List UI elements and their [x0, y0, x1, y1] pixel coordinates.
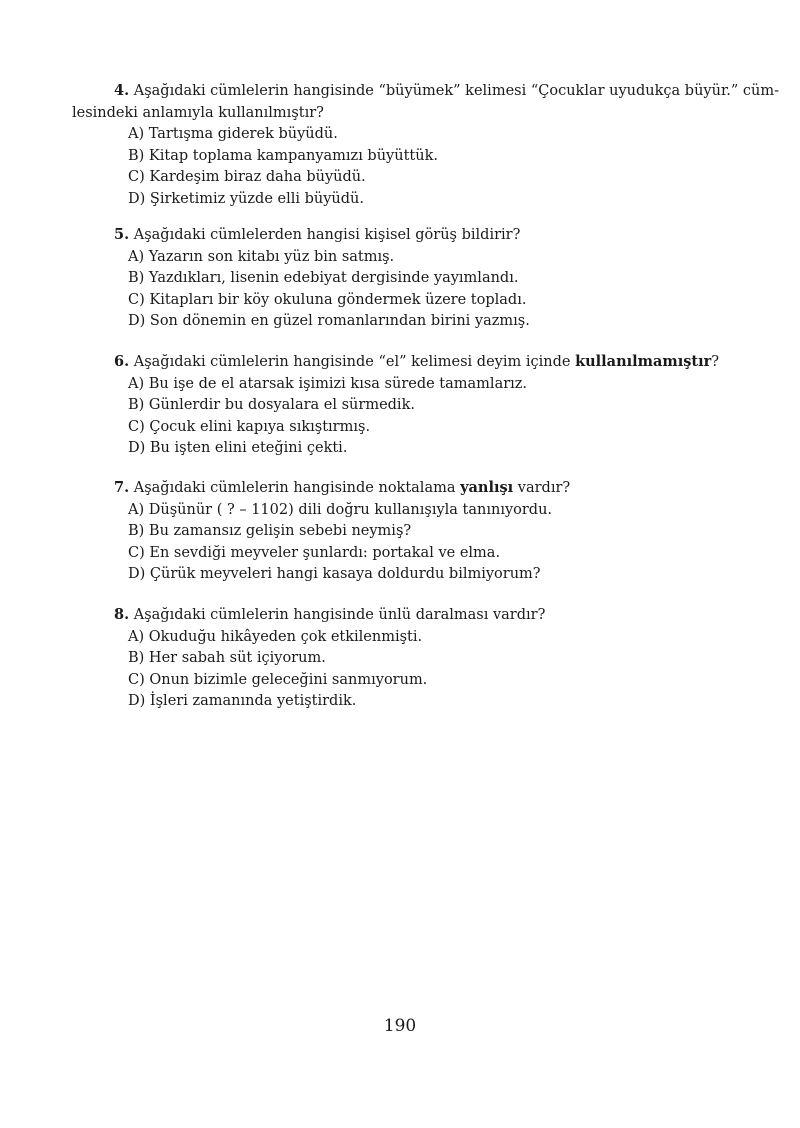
- question-6-option-a: A) Bu işe de el atarsak işimizi kısa sürede tamamlarız.: [128, 375, 528, 392]
- question-4: [72, 80, 780, 210]
- question-5-option-b: B) Yazdıkları, lisenin edebiyat dergisinde yayımlandı.: [128, 270, 519, 286]
- question-6-text-post: ?: [711, 354, 720, 370]
- question-8: [72, 604, 742, 713]
- question-8-number: 8.: [114, 606, 130, 623]
- question-7-text-post: vardır?: [513, 480, 571, 496]
- question-6-stem: [72, 351, 742, 374]
- question-8-option-b: B) Her sabah süt içiyorum.: [128, 650, 326, 666]
- question-7-option-c: C) En sevdiği meyveler şunlardı: portakal ve elma.: [128, 544, 501, 561]
- question-8-option-c: C) Onun bizimle geleceğini sanmıyorum.: [128, 671, 428, 688]
- question-8-stem: [72, 604, 742, 627]
- page-number: 190: [383, 1016, 417, 1036]
- question-7-emphasis: yanlışı: [460, 479, 514, 496]
- question-7-option-d: D) Çürük meyveleri hangi kasaya doldurdu bilmiyorum?: [128, 566, 541, 582]
- question-5-option-a: A) Yazarın son kitabı yüz bin satmış.: [128, 248, 395, 265]
- question-4-stem: [72, 80, 780, 103]
- question-6-option-d: D) Bu işten elini eteğini çekti.: [128, 440, 348, 456]
- question-4-text-line1: Aşağıdaki cümlelerin hangisinde “büyümek” kelimesi “Çocuklar uyudukça büyür.” cüm-: [129, 83, 780, 99]
- question-4-number: 4.: [114, 82, 130, 99]
- question-4-option-c: C) Kardeşim biraz daha büyüdü.: [128, 169, 366, 185]
- question-6-number: 6.: [114, 353, 130, 370]
- question-4-option-a: A) Tartışma giderek büyüdü.: [128, 126, 338, 142]
- question-6-option-c: C) Çocuk elini kapıya sıkıştırmış.: [128, 418, 371, 435]
- question-6-option-b: B) Günlerdir bu dosyalara el sürmedik.: [128, 397, 415, 413]
- question-7-option-b: B) Bu zamansız gelişin sebebi neymiş?: [128, 523, 412, 539]
- question-6-text-pre: Aşağıdaki cümlelerin hangisinde “el” kelimesi deyim içinde: [129, 354, 576, 370]
- question-8-text: Aşağıdaki cümlelerin hangisinde ünlü daralması vardır?: [129, 607, 546, 623]
- question-4-text-line2: lesindeki anlamıyla kullanılmıştır?: [72, 104, 324, 121]
- question-5-stem: [72, 224, 742, 247]
- question-6: [72, 351, 742, 460]
- question-5-option-c: C) Kitapları bir köy okuluna göndermek üzere topladı.: [128, 291, 527, 308]
- question-7: [72, 477, 742, 586]
- question-4-option-d: D) Şirketimiz yüzde elli büyüdü.: [128, 190, 364, 207]
- question-6-emphasis: kullanılmamıştır: [575, 353, 712, 370]
- question-5-text: Aşağıdaki cümlelerden hangisi kişisel görüş bildirir?: [129, 227, 521, 243]
- question-7-text-pre: Aşağıdaki cümlelerin hangisinde noktalama: [129, 480, 461, 496]
- question-8-option-d: D) İşleri zamanında yetiştirdik.: [128, 693, 357, 709]
- question-5-number: 5.: [114, 226, 130, 243]
- question-7-number: 7.: [114, 479, 130, 496]
- question-5: [72, 224, 742, 333]
- question-7-option-a: A) Düşünür ( ? – 1102) dili doğru kullanışıyla tanınıyordu.: [128, 501, 553, 518]
- question-8-option-a: A) Okuduğu hikâyeden çok etkilenmişti.: [128, 628, 423, 645]
- question-7-stem: [72, 477, 742, 500]
- question-4-option-b: B) Kitap toplama kampanyamızı büyüttük.: [128, 147, 438, 164]
- question-5-option-d: D) Son dönemin en güzel romanlarından birini yazmış.: [128, 313, 530, 329]
